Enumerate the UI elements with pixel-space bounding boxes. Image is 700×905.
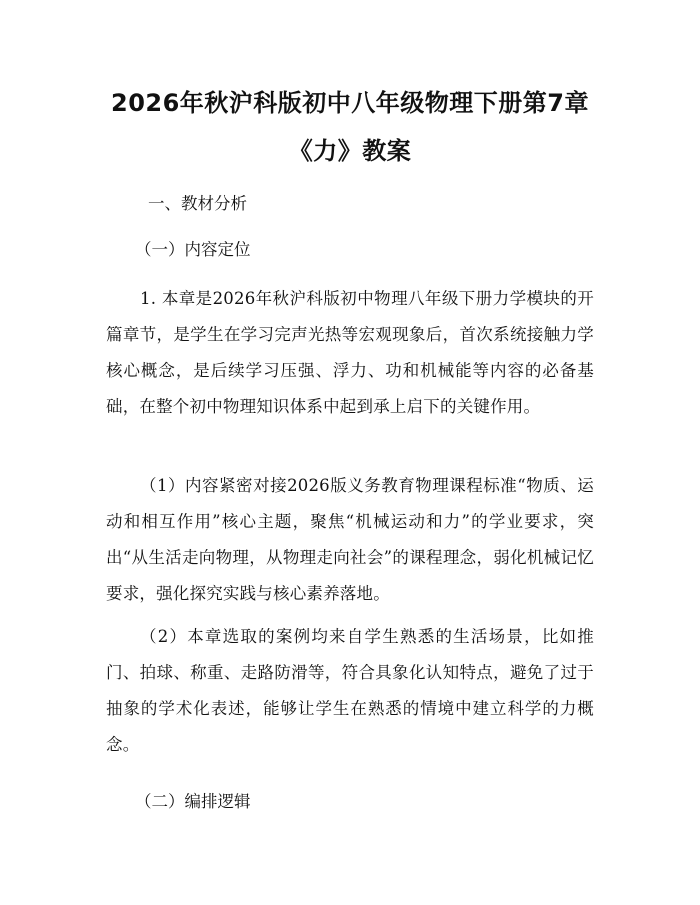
paragraph-3: （2）本章选取的案例均来自学生熟悉的生活场景，比如推门、拍球、称重、走路防滑等，符合具象化认知特点，避免了过于抽象的学术化表述，能够让学生在熟悉的情境中建立科学的力概念。 [106,627,594,754]
paragraph-1: 1. 本章是2026年秋沪科版初中物理八年级下册力学模块的开篇章节，是学生在学习完声光热等宏观现象后，首次系统接触力学核心概念，是后续学习压强、浮力、功和机械能等内容的必备基础，在整个初中物理知识体系中起到承上启下的关键作用。 [106,289,594,416]
subsection-heading-arrangement-logic: （二）编排逻辑 [135,792,251,811]
document-title-line-1: 2026年秋沪科版初中八年级物理下册第7章 [111,89,589,117]
document-title-line-2: 《力》教案 [288,137,412,165]
section-heading-textbook-analysis: 一、教材分析 [148,194,247,213]
paragraph-2: （1）内容紧密对接2026版义务教育物理课程标准“物质、运动和相互作用”核心主题，聚焦“机械运动和力”的学业要求，突出“从生活走向物理，从物理走向社会”的课程理念，弱化机械记忆要求，强化探究实践与核心素养落地。 [106,476,594,603]
subsection-heading-content-positioning: （一）内容定位 [135,240,251,259]
